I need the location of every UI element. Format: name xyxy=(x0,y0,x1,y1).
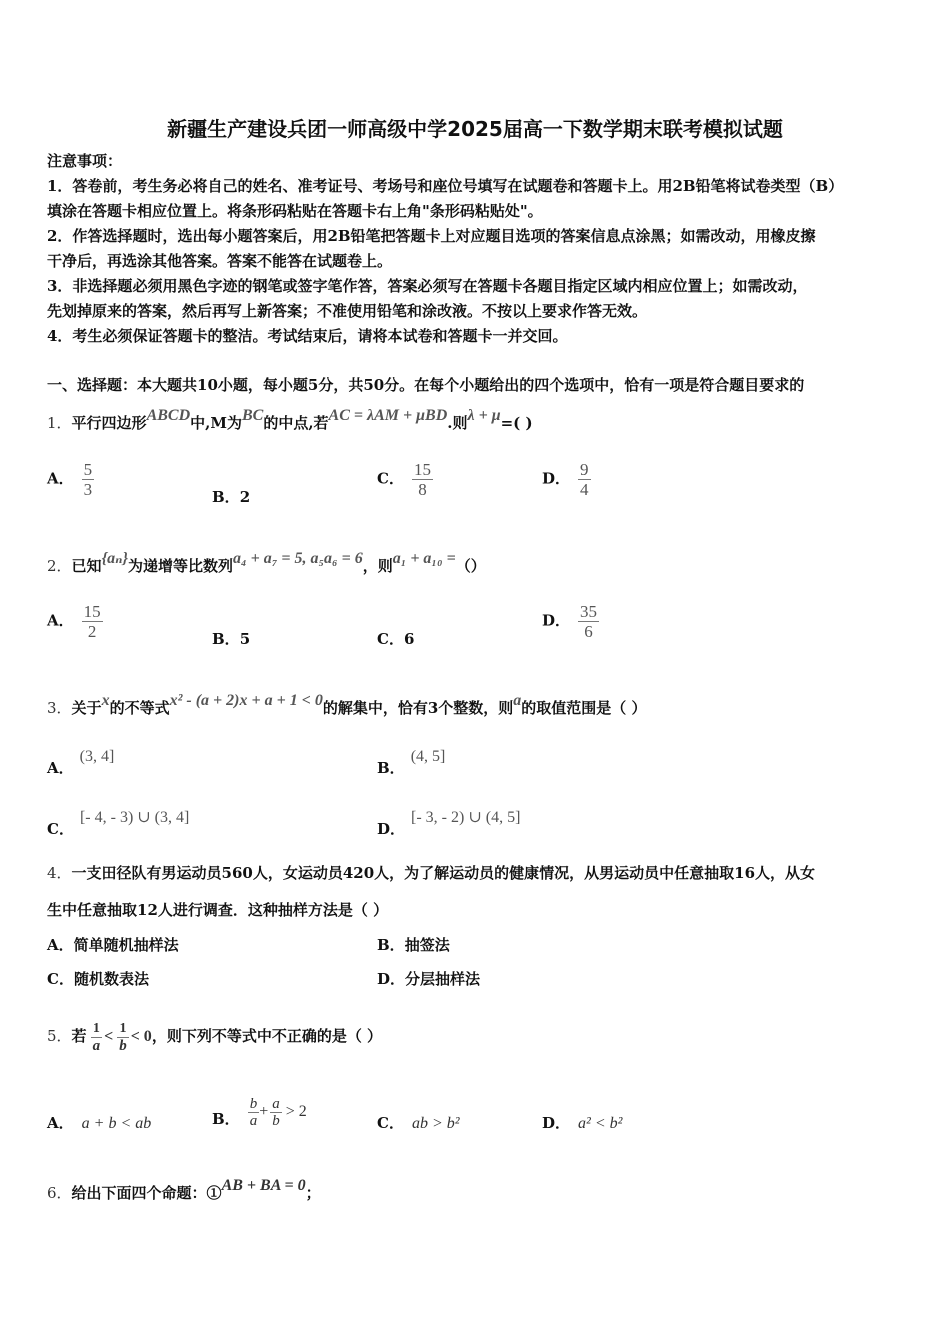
option-b[interactable] xyxy=(377,745,446,777)
option-label: B． xyxy=(377,936,405,954)
notice-heading: 注意事项： xyxy=(47,152,123,170)
question-text: 为递增等比数列 xyxy=(128,557,234,575)
fraction xyxy=(578,460,591,499)
option-text: a² < b² xyxy=(578,1115,623,1132)
question-text: 给出下面四个命题：① xyxy=(71,1184,222,1202)
option-label: D． xyxy=(542,1114,571,1132)
question-text: ； xyxy=(305,1184,321,1202)
question-text: 的取值范围是（ ） xyxy=(521,699,647,717)
option-label: B． xyxy=(377,759,405,777)
option-a[interactable] xyxy=(47,934,179,955)
fraction xyxy=(82,460,95,499)
question-text: 关于 xyxy=(71,699,102,717)
math-expr: > 2 xyxy=(285,1103,307,1120)
notice-line: 先划掉原来的答案，然后再写上新答案；不准使用铅笔和涂改液。不按以上要求作答无效。 xyxy=(47,302,648,320)
question-number: 4． xyxy=(47,864,72,882)
denominator: b xyxy=(119,1037,127,1054)
fraction xyxy=(270,1096,282,1129)
fraction xyxy=(248,1096,260,1129)
option-text: (3, 4] xyxy=(79,748,115,765)
option-d[interactable] xyxy=(377,968,480,989)
notice-line: 1．答卷前，考生务必将自己的姓名、准考证号、考场号和座位号填写在试题卷和答题卡上。用2B铅笔将试卷类型（B） xyxy=(47,177,844,195)
numerator: 1 xyxy=(91,1021,103,1038)
numerator: 15 xyxy=(413,460,431,479)
option-label: B． xyxy=(212,1110,240,1128)
fraction xyxy=(82,602,103,641)
numerator: 5 xyxy=(83,460,93,479)
math-expr: x² - (a + 2)x + a + 1 < 0 xyxy=(169,692,323,709)
section-heading: 一、选择题：本大题共10小题，每小题5分，共50分。在每个小题给出的四个选项中，恰有一项是符合题目要求的 xyxy=(47,376,805,394)
question-4 xyxy=(47,863,815,883)
numerator: 15 xyxy=(83,602,101,621)
numerator: 35 xyxy=(580,602,598,621)
option-label: D． xyxy=(542,469,571,488)
math-expr: {aₙ} xyxy=(101,550,129,567)
option-text: 简单随机抽样法 xyxy=(73,936,179,954)
option-d[interactable] xyxy=(542,1112,622,1133)
option-text: 2 xyxy=(239,488,251,506)
notice-line: 4．考生必须保证答题卡的整洁。考试结束后，请将本试卷和答题卡一并交回。 xyxy=(47,327,568,345)
denominator: a xyxy=(249,1112,258,1129)
operator: < xyxy=(104,1028,114,1045)
option-text: 5 xyxy=(239,630,251,648)
question-number: 1． xyxy=(47,414,72,432)
option-a[interactable] xyxy=(47,745,115,777)
notice-line: 填涂在答题卡相应位置上。将条形码粘贴在答题卡右上角"条形码粘贴处"。 xyxy=(47,202,543,220)
question-text: .则 xyxy=(447,414,468,432)
option-text: ab > b² xyxy=(411,1115,460,1132)
math-expr: a xyxy=(513,692,522,709)
question-text: 中,M为 xyxy=(190,414,242,432)
question-text: ，则 xyxy=(362,557,393,575)
option-a[interactable] xyxy=(47,602,103,641)
math-expr: AB + BA = 0 xyxy=(221,1177,306,1194)
option-c[interactable] xyxy=(47,968,149,989)
math-expr: BC xyxy=(241,407,264,424)
option-label: C． xyxy=(377,469,404,488)
option-d[interactable] xyxy=(542,602,599,641)
numerator: 9 xyxy=(580,460,589,479)
math-expr: AC = λAM + μBD xyxy=(328,407,448,424)
option-c[interactable] xyxy=(377,460,433,499)
math-expr: λ + μ xyxy=(467,407,501,424)
operator: + xyxy=(259,1103,269,1120)
option-label: A． xyxy=(47,759,74,777)
question-text: 的不等式 xyxy=(109,699,170,717)
fraction xyxy=(91,1021,103,1054)
numerator: a xyxy=(272,1095,280,1112)
option-text: [- 3, - 2) ∪ (4, 5] xyxy=(411,809,521,826)
numerator: 1 xyxy=(117,1021,129,1038)
option-b[interactable] xyxy=(212,486,250,507)
option-label: B． xyxy=(212,630,240,648)
question-text: 平行四边形 xyxy=(71,414,147,432)
denominator: 6 xyxy=(584,622,593,641)
question-3 xyxy=(47,692,647,719)
option-text: (4, 5] xyxy=(410,748,446,765)
option-label: B． xyxy=(212,488,240,506)
question-text: ，则下列不等式中不正确的是（ ） xyxy=(151,1027,383,1045)
option-label: D． xyxy=(542,611,571,630)
option-c[interactable] xyxy=(47,806,190,838)
question-text: （） xyxy=(455,557,486,575)
denominator: 4 xyxy=(580,480,589,499)
option-text: 6 xyxy=(403,630,415,648)
denominator: 8 xyxy=(418,480,427,499)
option-a[interactable] xyxy=(47,460,94,499)
option-c[interactable] xyxy=(377,628,414,649)
option-label: C． xyxy=(377,630,404,648)
question-number: 2． xyxy=(47,557,72,575)
option-label: C． xyxy=(47,820,74,838)
notice-line: 2．作答选择题时，选出每小题答案后，用2B铅笔把答题卡上对应题目选项的答案信息点涂黑；如需改动，用橡皮擦 xyxy=(47,227,816,245)
option-label: C． xyxy=(377,1114,404,1132)
question-2 xyxy=(47,550,486,577)
option-label: A． xyxy=(47,469,74,488)
denominator: 2 xyxy=(87,622,97,641)
question-number: 6． xyxy=(47,1184,72,1202)
option-b[interactable] xyxy=(377,934,450,955)
question-number: 3． xyxy=(47,699,72,717)
option-a[interactable] xyxy=(47,1112,151,1133)
option-b[interactable] xyxy=(212,628,250,649)
option-label: A． xyxy=(47,611,74,630)
question-text: 一支田径队有男运动员560人，女运动员420人，为了解运动员的健康情况，从男运动员中任意抽取16人，从女 xyxy=(71,864,816,882)
math-expr: x xyxy=(101,692,110,709)
option-text: 分层抽样法 xyxy=(405,970,481,988)
math-expr: < 0 xyxy=(130,1028,152,1045)
question-5 xyxy=(47,1006,382,1066)
question-text: 若 xyxy=(71,1027,87,1045)
option-text: [- 4, - 3) ∪ (3, 4] xyxy=(79,809,190,826)
math-expr: ABCD xyxy=(146,407,191,424)
option-text: a + b < ab xyxy=(81,1115,152,1132)
question-text: 已知 xyxy=(71,557,102,575)
fraction xyxy=(412,460,433,499)
question-number: 5． xyxy=(47,1027,72,1045)
numerator: b xyxy=(249,1095,258,1112)
option-d[interactable] xyxy=(542,460,591,499)
math-expr: a₄ + a₇ = 5, a₅a₆ = 6 xyxy=(233,550,363,567)
question-1 xyxy=(47,407,533,434)
notice-line: 3．非选择题必须用黑色字迹的钢笔或签字笔作答，答案必须写在答题卡各题目指定区域内相应位置上；如需改动， xyxy=(47,277,808,295)
question-text: 的解集中，恰有3个整数，则 xyxy=(322,699,514,717)
question-text: 生中任意抽取12人进行调查．这种抽样方法是（ ） xyxy=(47,901,389,919)
denominator: a xyxy=(92,1037,101,1054)
fraction xyxy=(578,602,599,641)
option-label: A． xyxy=(47,936,74,954)
question-text: =( ) xyxy=(500,414,533,432)
question-text: 的中点,若 xyxy=(263,414,329,432)
option-label: C． xyxy=(47,970,74,988)
page-title: 新疆生产建设兵团一师高级中学2025届高一下数学期末联考模拟试题 xyxy=(167,117,783,141)
option-text: 抽签法 xyxy=(404,936,450,954)
question-6 xyxy=(47,1177,321,1204)
denominator: b xyxy=(272,1112,280,1129)
option-label: D． xyxy=(377,970,406,988)
option-text: 随机数表法 xyxy=(73,970,149,988)
fraction xyxy=(117,1021,129,1054)
option-label: A． xyxy=(47,1114,74,1132)
option-label: D． xyxy=(377,820,406,838)
option-c[interactable] xyxy=(377,1112,460,1133)
option-b[interactable] xyxy=(212,1086,307,1137)
math-expr: a₁ + a₁₀ = xyxy=(392,550,456,567)
denominator: 3 xyxy=(83,480,93,499)
option-d[interactable] xyxy=(377,806,521,838)
notice-line: 干净后，再选涂其他答案。答案不能答在试题卷上。 xyxy=(47,252,393,270)
